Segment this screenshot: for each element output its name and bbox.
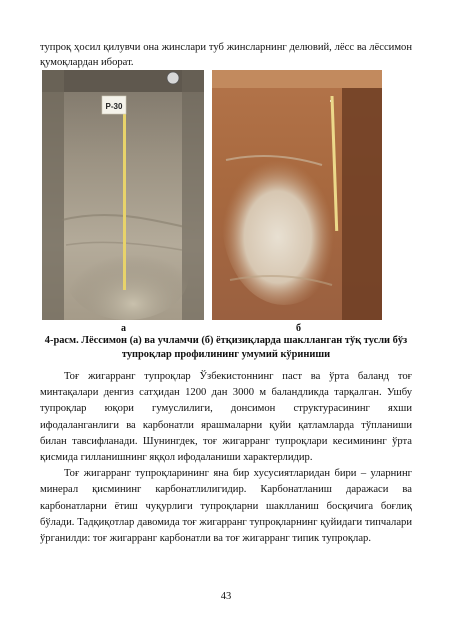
intro-paragraph: тупроқ ҳосил қилувчи она жинслари туб жинсларнинг делювий, лёсс ва лёссимон қумоқлардан иборат. [40,42,412,68]
photo-a-tag: P-30 [105,102,123,111]
figure-caption: 4-расм. Лёссимон (а) ва учламчи (б) ётқизиқларда шаклланган тўқ тусли бўз тупроқлар профилининг умумий кўриниши [44,335,408,360]
figure-photos [42,70,382,322]
paragraph-2: Тоғ жигарранг тупроқларининг яна бир хусусиятларидан бири – уларнинг минерал қисмининг карбонатлилигидир. Карбонатланиш даражаси ва карбонатларни ётиш чуқурлиги тупроқларни шаклланиш босқичига боғлиқ бўлади. Тадқиқотлар давомида тоғ жигарранг тупроқларнинг қуйидаги типчалари ўрганилди: тоғ жигарранг карбонатли ва тоғ жигарранг типик тупроқлар. [40,468,412,545]
figure-label-b: б [296,323,301,334]
photo-b-tertiary-soil-profile [212,70,382,320]
body-text [40,369,412,547]
paragraph-1: Тоғ жигарранг тупроқлар Ўзбекистоннинг паст ва ўрта баланд тоғ минтақалари денгиз сатҳидан 1200 дан 3000 м баландликда тарқалган. Ушбу тупроқлар юқори гумуслилиги, донсимон структурасининг яхши ифодаланганлиги ва карбонатли ярашмаларни қуйи қатламларда тўпланиши билан тавсифланади. Шунингдек, тоғ жигарранг тупроқлари кесимининг ўрта қисмида гилланишнинг яққол ифодаланиши характерлидир. [40,371,412,464]
figure-label-a: а [121,323,126,334]
photo-a-image [42,70,204,320]
page-number: 43 [220,591,232,602]
photo-b-image [212,70,382,320]
photo-a-loess-soil-profile [42,70,204,320]
